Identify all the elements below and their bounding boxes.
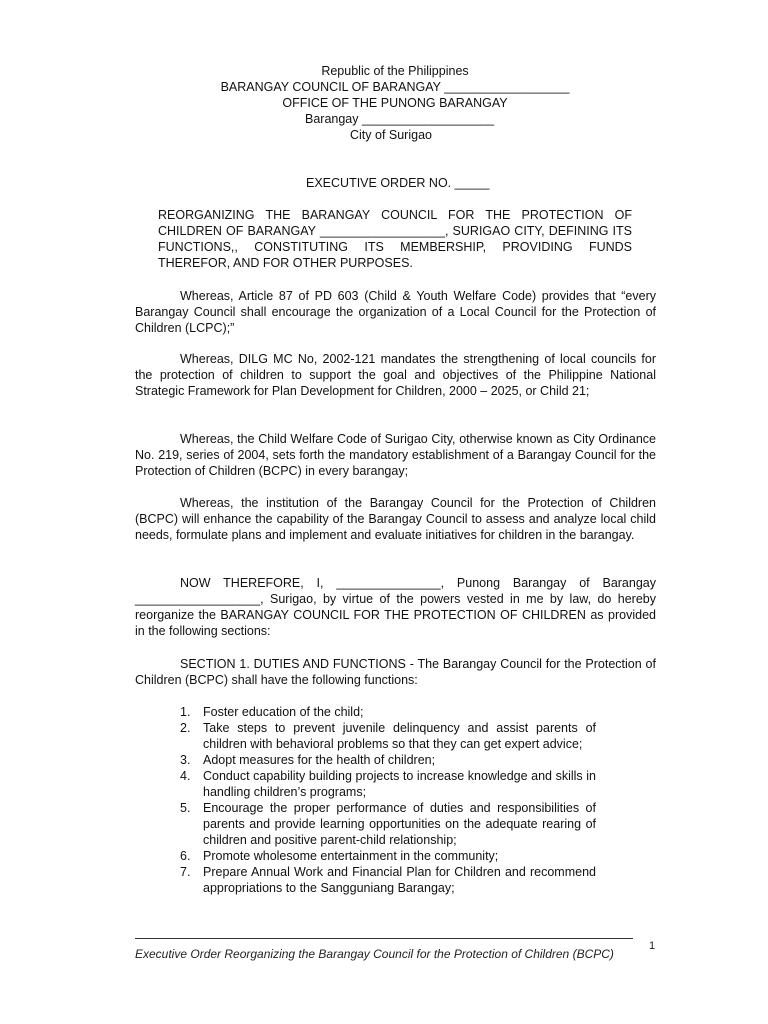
list-item bbox=[180, 720, 596, 752]
header-republic: Republic of the Philippines bbox=[321, 64, 469, 78]
whereas-paragraph-1 bbox=[135, 288, 656, 336]
whereas-paragraph-2 bbox=[135, 351, 656, 399]
now-therefore-paragraph bbox=[135, 575, 656, 639]
header-council: BARANGAY COUNCIL OF BARANGAY __________________ bbox=[220, 80, 570, 94]
paragraph-text: NOW THEREFORE, I, _______________, Punong Barangay of Barangay __________________, Surigao, by virtue of the powers vested in me by law, do hereby reorganize the BARANGAY COUNCIL FOR THE PROTECTION OF CHILDREN as provided in the following sections: bbox=[135, 576, 656, 638]
item-text: Promote wholesome entertainment in the community; bbox=[203, 849, 499, 863]
list-item bbox=[180, 800, 596, 848]
list-item bbox=[180, 704, 596, 720]
item-number: 7. bbox=[180, 865, 191, 879]
section-1-heading bbox=[135, 656, 656, 688]
item-number: 4. bbox=[180, 769, 191, 783]
paragraph-text: Whereas, DILG MC No, 2002-121 mandates the strengthening of local councils for the protection of children to support the goal and objectives of the Philippine National Strategic Framework for Plan Development for Children, 2000 – 2025, or Child 21; bbox=[135, 352, 656, 398]
header-city: City of Surigao bbox=[350, 128, 432, 142]
item-text: Encourage the proper performance of duties and responsibilities of parents and provide learning opportunities on the adequate rearing of children and positive parent-child relationship; bbox=[203, 801, 596, 847]
item-text: Prepare Annual Work and Financial Plan for Children and recommend appropriations to the Sangguniang Barangay; bbox=[203, 865, 596, 895]
footer-divider bbox=[135, 938, 633, 939]
paragraph-text: Whereas, the institution of the Barangay Council for the Protection of Children (BCPC) will enhance the capability of the Barangay Council to assess and analyze local child needs, formulate plans and implement and evaluate initiatives for children in the barangay. bbox=[135, 496, 656, 542]
paragraph-text: Whereas, the Child Welfare Code of Surigao City, otherwise known as City Ordinance No. 219, series of 2004, sets forth the mandatory establishment of a Barangay Council for the Protection of Children (BCPC) in every barangay; bbox=[135, 432, 656, 478]
item-text: Conduct capability building projects to increase knowledge and skills in handling children’s programs; bbox=[203, 769, 596, 799]
header-barangay: Barangay ___________________ bbox=[305, 112, 495, 126]
functions-list bbox=[180, 704, 596, 896]
list-item bbox=[180, 864, 596, 896]
paragraph-text: SECTION 1. DUTIES AND FUNCTIONS - The Barangay Council for the Protection of Children (BCPC) shall have the following functions: bbox=[135, 657, 656, 687]
list-item bbox=[180, 752, 596, 768]
whereas-paragraph-3 bbox=[135, 431, 656, 479]
item-number: 1. bbox=[180, 705, 191, 719]
item-number: 2. bbox=[180, 721, 191, 735]
order-title: REORGANIZING THE BARANGAY COUNCIL FOR THE PROTECTION OF CHILDREN OF BARANGAY __________________, SURIGAO CITY, DEFINING ITS FUNCTIONS,, CONSTITUTING ITS MEMBERSHIP, PROVIDING FUNDS THEREFOR, AND FOR OTHER PURPOSES. bbox=[158, 208, 632, 270]
item-number: 6. bbox=[180, 849, 191, 863]
header-office: OFFICE OF THE PUNONG BARANGAY bbox=[282, 96, 508, 110]
whereas-paragraph-4 bbox=[135, 495, 656, 543]
executive-order-number: EXECUTIVE ORDER NO. _____ bbox=[306, 176, 490, 190]
item-text: Take steps to prevent juvenile delinquency and assist parents of children with behavioral problems so that they can get expert advice; bbox=[203, 721, 596, 751]
item-text: Adopt measures for the health of children; bbox=[203, 753, 436, 767]
footer-caption: Executive Order Reorganizing the Barangay Council for the Protection of Children (BCPC) bbox=[135, 947, 614, 961]
item-number: 5. bbox=[180, 801, 191, 815]
page-number: 1 bbox=[649, 940, 656, 952]
item-number: 3. bbox=[180, 753, 191, 767]
list-item bbox=[180, 848, 596, 864]
paragraph-text: Whereas, Article 87 of PD 603 (Child & Youth Welfare Code) provides that “every Barangay Council shall encourage the organization of a Local Council for the Protection of Children (LCPC);” bbox=[135, 289, 656, 335]
list-item bbox=[180, 768, 596, 800]
item-text: Foster education of the child; bbox=[203, 705, 364, 719]
